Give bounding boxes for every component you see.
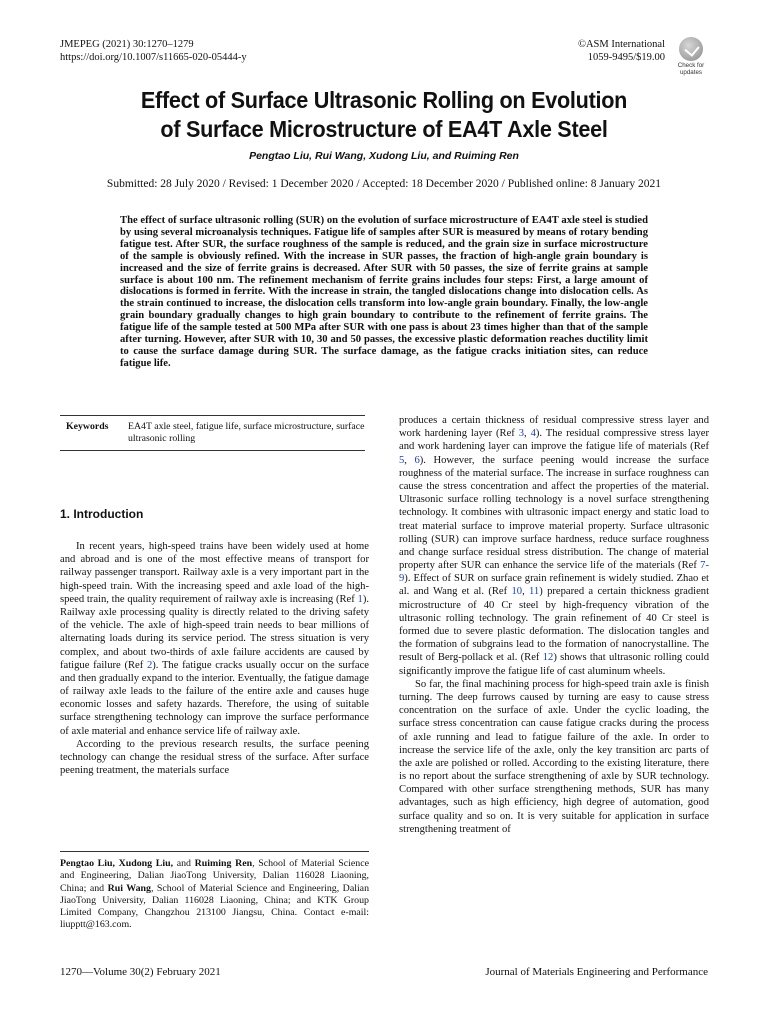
keywords-label: Keywords (66, 421, 109, 432)
reference-link[interactable]: 10 (511, 586, 523, 598)
reference-link[interactable]: 11 (529, 586, 540, 598)
reference-link[interactable]: 7-9 (399, 560, 709, 585)
footer-volume: 1270—Volume 30(2) February 2021 (60, 966, 221, 978)
text-run: , School of Material Science and Engineering, Dalian JiaoTong University, Dalian 116028 Liaoning, China; and KTK Group Limited Company, Changzhou 213100 Jiangsu, China. Contact e-mail: liupptt@163.com. (60, 882, 370, 931)
copyright-line: ©ASM International (577, 39, 665, 50)
paragraph (60, 540, 369, 738)
section-heading-introduction: 1. Introduction (60, 507, 144, 521)
affil-name: Rui Wang (107, 882, 151, 894)
text-run: ). The residual compressive stress layer and work hardening layer can improve the fatigue life of materials (Ref (399, 428, 709, 453)
paper-title (86, 86, 682, 144)
text-run: produces a certain thickness of residual compressive stress layer and work hardening layer (Ref (399, 415, 709, 440)
text-run: ). The fatigue cracks usually occur on the surface and then gradually expand to the interior. Eventually, the fatigue damage of railway axle leads to the failure of the entire axle and causes huge economic losses and safety hazards. Therefore, the using of suitable surface strengthening technology can improve the surface performance of axle material and enhance service life of railway axle. (60, 659, 369, 737)
check-for-updates-badge[interactable] (672, 37, 710, 76)
reference-link[interactable]: 12 (542, 652, 554, 664)
author-list: Pengtao Liu, Rui Wang, Xudong Liu, and Ruiming Ren (249, 150, 519, 162)
right-column (399, 414, 709, 836)
paragraph (399, 414, 709, 678)
text-run: , (404, 454, 415, 466)
affil-names: Pengtao Liu, Xudong Liu, (60, 858, 174, 869)
running-header-left (60, 38, 247, 64)
journal-citation: JMEPEG (2021) 30:1270–1279 (60, 39, 194, 50)
text-run: ). However, the surface peening would increase the surface roughness of the material surface. The increase in surface roughness can cause the stress concentration and affect the properties of the material. Ultrasonic surface rolling technology is a novel surface strengthening technology. It combines with ultrasonic impact energy and static load to treat material surface to improve material property. Surface ultrasonic rolling (SUR) can improve surface hardness, reduce surface roughness and change surface residual stress distribution. The change of material property after SUR can enhance the service life of the materials (Ref (399, 454, 710, 572)
text-run: , School of Material Science and Engineering, Dalian JiaoTong University, Dalian 116028 Liaoning, China; and (60, 858, 369, 894)
title-line-1: Effect of Surface Ultrasonic Rolling on Evolution (140, 87, 628, 113)
reference-link[interactable]: 4 (530, 428, 536, 440)
paragraph: According to the previous research results, the surface peening technology can change the residual stress of the surface. After surface peening treatment, the materials surface (60, 738, 369, 777)
text-run: , (524, 428, 531, 440)
footer-journal: Journal of Materials Engineering and Performance (485, 966, 708, 978)
reference-link[interactable]: 1 (357, 593, 363, 605)
text-run: In recent years, high-speed trains have been widely used at home and abroad and is one of the most effective means of transport for railway passenger transport. Railway axle is a very important part in the high-speed train. With the increasing speed and axle load of the high-speed train, the quality requirement of railway axle is increasing (Ref (60, 541, 369, 605)
author-affiliation (60, 851, 369, 932)
check-updates-icon (679, 37, 703, 61)
text-run: ). Railway axle processing quality is directly related to the driving safety of the vehicle. The axle of high-speed train needs to bear millions of alternating loads during its service period. The stress situation is very complex, and about two-thirds of axle failure accidents are caused by fatigue failure (Ref (60, 593, 369, 671)
text-run: ) prepared a certain thickness gradient microstructure of 40 Cr steel by high-frequency vibration of the ultrasonic rolling technology. The grain refinement of 40 Cr steel is formed due to severe plastic deformation. The dislocation tangles and the formation of subgrains lead to the formation of nanocrystalline. The result of Berg-pollack et al. (Ref (399, 586, 710, 664)
abstract: The effect of surface ultrasonic rolling (SUR) on the evolution of surface microstructure of EA4T axle steel is studied by using several microanalysis techniques. Fatigue life of samples after SUR is measured by means of rotary bending fatigue test. After SUR, the surface roughness of the sample is reduced, and the grain size in surface microstructure of the sample is obviously refined. With the increase in SUR passes, the fraction of high-angle grain boundary is increased and the size of ferrite grains is decreased. After SUR with 50 passes, the size of ferrite grains at sample surface is about 100 nm. The refinement mechanism of ferrite grains includes four steps: First, a large amount of dislocations is formed in ferrite. With the increase in strain, the tangled dislocations change into dislocation cells. As the strain continued to increase, the dislocation cells transform into low-angle grain boundary. Finally, the low-angle grain boundary gradually changes to high grain boundary to contribute to the refinement of ferrite grains. The fatigue life of the sample tested at 500 MPa after SUR with one pass is about 23 times higher than that of the sample after turning. However, after SUR with 10, 30 and 50 passes, the excessive plastic deformation reaches ductility limit to cause the surface damage during SUR. The surface damage, as the fatigue cracks initiation sites, can reduce fatigue life. (120, 215, 648, 369)
badge-label: Check for updates (677, 62, 705, 76)
title-line-2: of Surface Microstructure of EA4T Axle Steel (160, 116, 608, 142)
running-header-right (578, 38, 665, 64)
issn-price: 1059-9495/$19.00 (587, 52, 665, 63)
reference-link[interactable]: 6 (414, 454, 420, 466)
reference-link[interactable]: 5 (399, 454, 405, 466)
publication-dates: Submitted: 28 July 2020 / Revised: 1 December 2020 / Accepted: 18 December 2020 / Published online: 8 January 2021 (106, 178, 662, 190)
reference-link[interactable]: 2 (146, 659, 153, 671)
doi-link[interactable]: https://doi.org/10.1007/s11665-020-05444-y (60, 52, 247, 63)
keywords-box (60, 415, 365, 451)
text-run: ). Effect of SUR on surface grain refinement is widely studied. Zhao et al. and Wang et al. (Ref (399, 573, 709, 598)
affil-name: Ruiming Ren (194, 858, 253, 869)
text-run: and (173, 858, 195, 869)
left-column (60, 540, 369, 777)
text-run: , (522, 586, 530, 598)
keywords-text: EA4T axle steel, fatigue life, surface microstructure, surface ultrasonic rolling (128, 421, 365, 444)
paragraph: So far, the final machining process for high-speed train axle is finish turning. The deep furrows caused by turning are easy to cause stress concentration on the surface of axle. Under the cyclic loading, the surface stress concentration can cause fatigue cracks during the process of axle running and lead to fatigue failure of the axle. In order to increase the service life of the axle, only the key transition arc parts of the axle are polished or rolled. According to the existing literature, there is no report about the surface strengthening of axle by SUR technology. Compared with other surface strengthening methods, SUR has many advantages, such as high efficiency, high degree of automation, good surface quality and so on. It is very suitable for application in surface strengthening treatment of (399, 678, 709, 835)
text-run: ) shows that ultrasonic rolling could significantly improve the fatigue life of cast aluminum wheels. (399, 652, 709, 677)
reference-link[interactable]: 3 (518, 428, 525, 440)
